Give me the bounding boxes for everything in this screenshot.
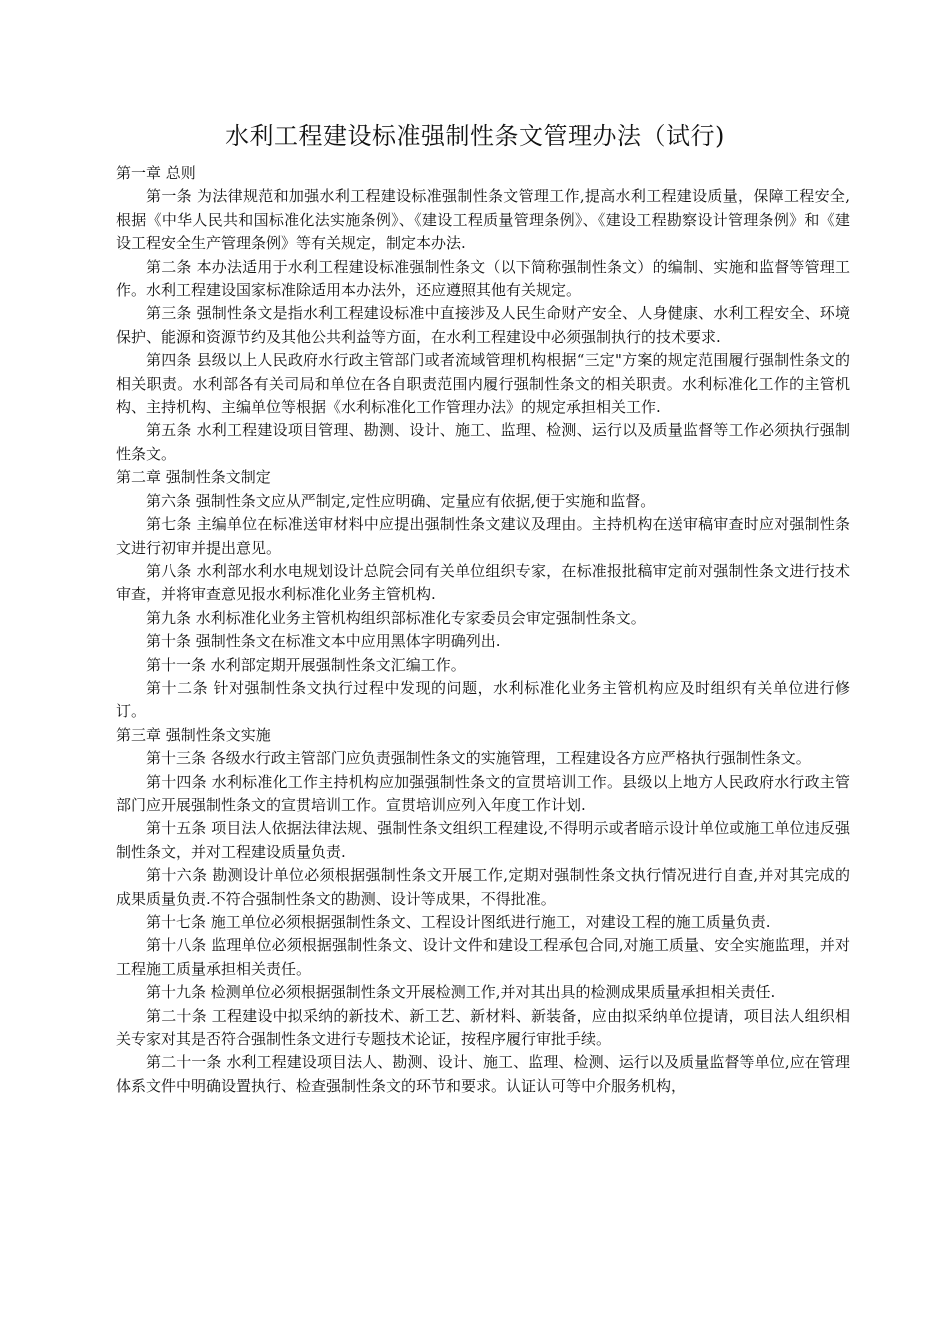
article-paragraph: 第十五条 项目法人依据法律法规、强制性条文组织工程建设,不得明示或者暗示设计单位或施工单位违反强制性条文，并对工程建设质量负责.	[116, 819, 850, 861]
article-paragraph: 第七条 主编单位在标准送审材料中应提出强制性条文建议及理由。主持机构在送审稿审查时应对强制性条文进行初审并提出意见。	[116, 515, 850, 557]
article-paragraph: 第六条 强制性条文应从严制定,定性应明确、定量应有依据,便于实施和监督。	[146, 491, 656, 510]
article-paragraph: 第二十条 工程建设中拟采纳的新技术、新工艺、新材料、新装备，应由拟采纳单位提请，项目法人组织相关专家对其是否符合强制性条文进行专题技术论证，按程序履行审批手续。	[116, 1006, 850, 1049]
article-paragraph: 第三条 强制性条文是指水利工程建设标准中直接涉及人民生命财产安全、人身健康、水利工程安全、环境保护、能源和资源节约及其他公共利益等方面，在水利工程建设中必须强制执行的技术要求.	[116, 304, 850, 346]
article-paragraph: 第十三条 各级水行政主管部门应负责强制性条文的实施管理，工程建设各方应严格执行强制性条文。	[146, 749, 811, 768]
article-paragraph: 第二十一条 水利工程建设项目法人、勘测、设计、施工、监理、检测、运行以及质量监督等单位,应在管理体系文件中明确设置执行、检查强制性条文的环节和要求。认证认可等中介服务机构，	[116, 1053, 850, 1095]
article-paragraph: 第十条 强制性条文在标准文本中应用黑体字明确列出.	[146, 632, 501, 651]
article-paragraph: 第十一条 水利部定期开展强制性条文汇编工作。	[146, 655, 466, 674]
article-paragraph: 第十八条 监理单位必须根据强制性条文、设计文件和建设工程承包合同,对施工质量、安全实施监理，并对工程施工质量承担相关责任。	[116, 936, 850, 978]
article-paragraph: 第九条 水利标准化业务主管机构组织部标准化专家委员会审定强制性条文。	[146, 608, 646, 627]
article-paragraph: 第八条 水利部水利水电规划设计总院会同有关单位组织专家，在标准报批稿审定前对强制性条文进行技术审查，并将审查意见报水利标准化业务主管机构.	[116, 561, 850, 604]
chapter-heading: 第一章 总则	[116, 164, 196, 182]
article-paragraph: 第五条 水利工程建设项目管理、勘测、设计、施工、监理、检测、运行以及质量监督等工作必须执行强制性条文。	[116, 421, 850, 463]
article-paragraph: 第十二条 针对强制性条文执行过程中发现的问题，水利标准化业务主管机构应及时组织有关单位进行修订。	[116, 678, 850, 721]
chapter-heading: 第二章 强制性条文制定	[116, 468, 271, 487]
document-body	[116, 162, 850, 1098]
chapter-heading: 第三章 强制性条文实施	[116, 725, 271, 744]
article-paragraph: 第十六条 勘测设计单位必须根据强制性条文开展工作,定期对强制性条文执行情况进行自查,并对其完成的成果质量负责.不符合强制性条文的勘测、设计等成果，不得批准。	[116, 866, 850, 908]
article-paragraph: 第四条 县级以上人民政府水行政主管部门或者流域管理机构根据“三定"方案的规定范围履行强制性条文的相关职责。水利部各有关司局和单位在各自职责范围内履行强制性条文的相关职责。水利标准化工作的主管机构、主持机构、主编单位等根据《水利标准化工作管理办法》的规定承担相关工作.	[116, 351, 850, 417]
article-paragraph: 第十四条 水利标准化工作主持机构应加强强制性条文的宣贯培训工作。县级以上地方人民政府水行政主管部门应开展强制性条文的宣贯培训工作。宣贯培训应列入年度工作计划.	[116, 772, 850, 814]
article-paragraph: 第十九条 检测单位必须根据强制性条文开展检测工作,并对其出具的检测成果质量承担相关责任.	[146, 983, 776, 1002]
document-title: 水利工程建设标准强制性条文管理办法（试行)	[225, 122, 725, 150]
article-paragraph: 第二条 本办法适用于水利工程建设标准强制性条文（以下简称强制性条文）的编制、实施和监督等管理工作。水利工程建设国家标准除适用本办法外，还应遵照其他有关规定。	[116, 257, 850, 300]
article-paragraph: 第一条 为法律规范和加强水利工程建设标准强制性条文管理工作,提高水利工程建设质量，保障工程安全,根据《中华人民共和国标准化法实施条例》、《建设工程质量管理条例》、《建设工程勘察设计管理条例》和《建设工程安全生产管理条例》等有关规定，制定本办法.	[116, 187, 850, 253]
article-paragraph: 第十七条 施工单位必须根据强制性条文、工程设计图纸进行施工，对建设工程的施工质量负责.	[146, 913, 771, 931]
